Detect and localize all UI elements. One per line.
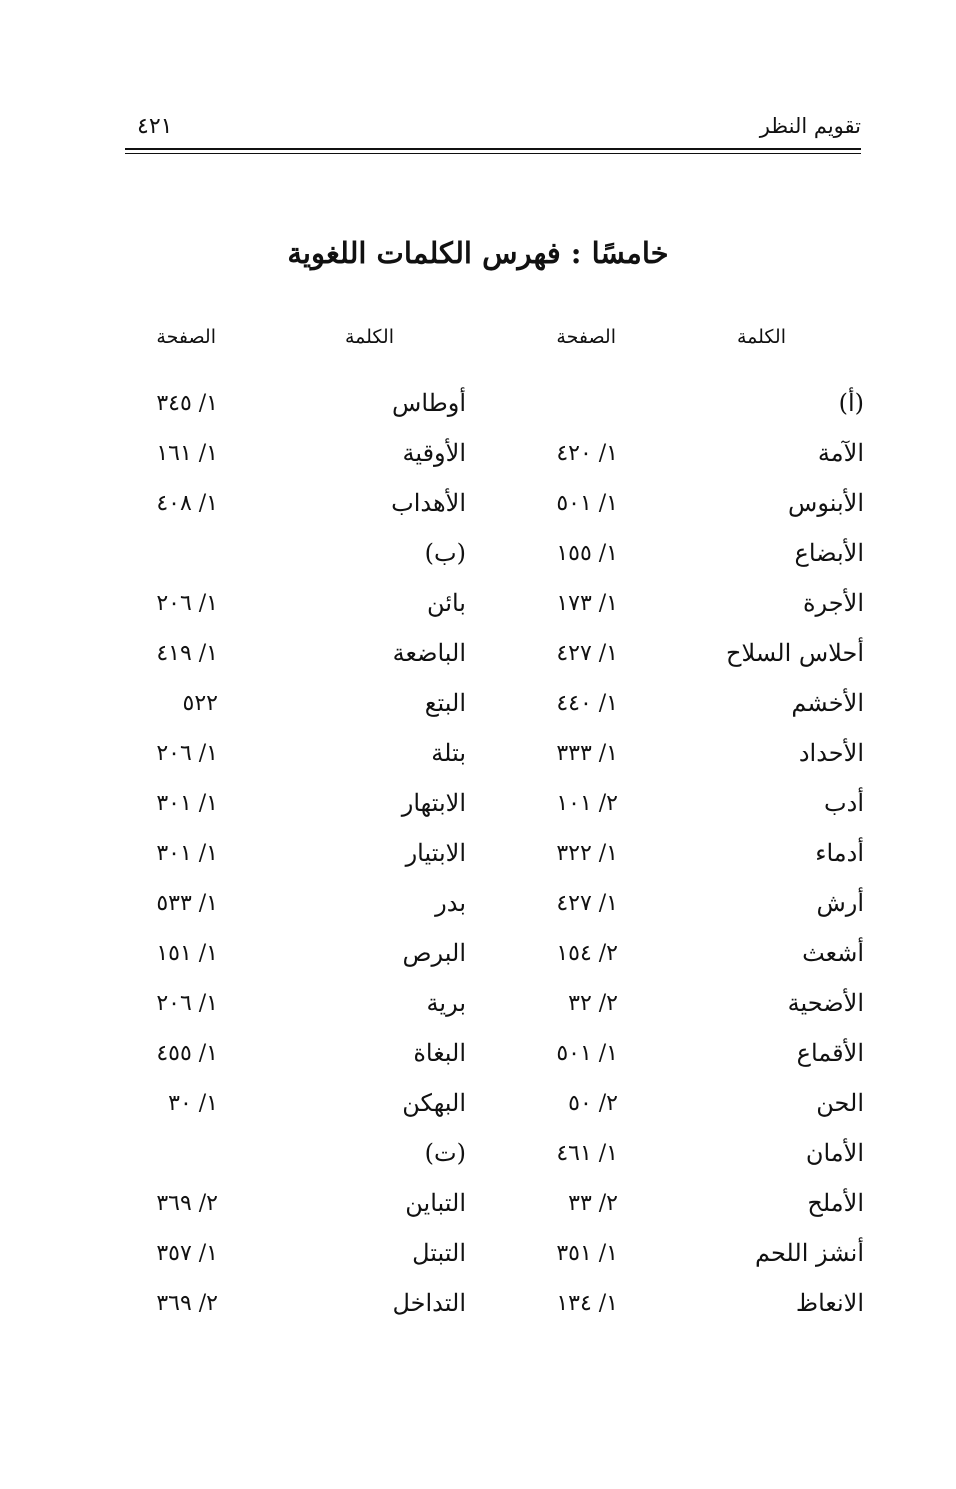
index-page: ١/ ٥٣٣ xyxy=(156,891,218,916)
index-word: التباين xyxy=(405,1189,466,1217)
index-page: ١/ ٤٤٠ xyxy=(556,691,618,716)
index-page: ٢/ ٥٠ xyxy=(568,1091,618,1116)
table-row xyxy=(0,1233,956,1283)
index-word: البتع xyxy=(424,689,466,717)
index-word: بدر xyxy=(435,889,466,917)
index-page: ٢/ ٣٦٩ xyxy=(156,1291,218,1316)
page-header xyxy=(125,108,861,152)
index-word: أشعث xyxy=(802,939,864,967)
index-word: الأجرة xyxy=(802,589,864,617)
index-word: البهكن xyxy=(402,1089,466,1117)
index-page: ٢/ ٣٣ xyxy=(568,1191,618,1216)
index-page: ١/ ٤٢٧ xyxy=(556,641,618,666)
index-word: الأملح xyxy=(807,1189,864,1217)
running-title: تقويم النظر xyxy=(759,114,861,138)
index-word: الانعاظ xyxy=(795,1289,864,1317)
column-header-word-1: الكلمة xyxy=(736,326,786,348)
index-word: الأبنوس xyxy=(788,489,864,517)
index-table xyxy=(0,383,956,1333)
index-word: أدماء xyxy=(815,839,864,867)
index-page: ١/ ٣٢٢ xyxy=(556,841,618,866)
index-page: ١/ ١٧٣ xyxy=(556,591,618,616)
table-row xyxy=(0,1283,956,1333)
index-page: ١/ ٤٥٥ xyxy=(156,1041,218,1066)
table-row xyxy=(0,1183,956,1233)
index-word: برية xyxy=(426,989,466,1017)
index-page: ١/ ٣٤٥ xyxy=(156,391,218,416)
column-header-word-2: الكلمة xyxy=(344,326,394,348)
index-page: ٥٢٢ xyxy=(182,691,218,716)
table-row xyxy=(0,1033,956,1083)
index-word: الأبضاع xyxy=(794,539,864,567)
index-word: الباضعة xyxy=(392,639,466,667)
table-row xyxy=(0,683,956,733)
table-row xyxy=(0,583,956,633)
table-row xyxy=(0,1133,956,1183)
index-word: (ت) xyxy=(424,1139,466,1167)
index-word: التبتل xyxy=(412,1239,466,1267)
table-row xyxy=(0,383,956,433)
header-rule-thin xyxy=(125,153,861,154)
index-page: ٢/ ٣٢ xyxy=(568,991,618,1016)
index-word: أنشز اللحم xyxy=(754,1239,864,1267)
index-word: الابتهار xyxy=(401,789,466,817)
table-row xyxy=(0,933,956,983)
page-number: ٤٢١ xyxy=(137,114,173,139)
index-page: ١/ ٢٠٦ xyxy=(156,991,218,1016)
index-page: ١/ ٤١٩ xyxy=(156,641,218,666)
index-page: ١/ ١٣٤ xyxy=(556,1291,618,1316)
index-word: الابتيار xyxy=(405,839,466,867)
index-page: ١/ ٣٥١ xyxy=(556,1241,618,1266)
index-word: الأهداب xyxy=(391,489,466,517)
index-word: أوطاس xyxy=(392,389,466,417)
table-row xyxy=(0,983,956,1033)
index-word: الآمة xyxy=(817,439,864,467)
index-word: (أ) xyxy=(838,389,864,417)
index-word: التداخل xyxy=(392,1289,466,1317)
section-title: خامسًا : فهرس الكلمات اللغوية xyxy=(287,236,669,270)
index-page: ٢/ ٣٦٩ xyxy=(156,1191,218,1216)
index-page: ١/ ١٥١ xyxy=(156,941,218,966)
index-word: أحلاس السلاح xyxy=(726,639,864,667)
index-word: بتلة xyxy=(431,739,466,767)
index-word: الأضحية xyxy=(787,989,864,1017)
index-word: الأحداد xyxy=(798,739,864,767)
table-row xyxy=(0,1083,956,1133)
index-page: ١/ ٢٠٦ xyxy=(156,591,218,616)
table-row xyxy=(0,533,956,583)
index-page: ١/ ٣٣٣ xyxy=(556,741,618,766)
index-word: الأقماع xyxy=(796,1039,864,1067)
table-row xyxy=(0,833,956,883)
table-row xyxy=(0,433,956,483)
index-page: ١/ ٣٠ xyxy=(168,1091,218,1116)
index-page: ١/ ٤٢٠ xyxy=(556,441,618,466)
index-word: البرص xyxy=(402,939,466,967)
table-row xyxy=(0,783,956,833)
index-word: البغاة xyxy=(413,1039,466,1067)
index-page: ١/ ٤٠٨ xyxy=(156,491,218,516)
table-row xyxy=(0,733,956,783)
index-word: الأوقية xyxy=(402,439,466,467)
index-page: ١/ ١٥٥ xyxy=(556,541,618,566)
index-word: الأخشم xyxy=(791,689,864,717)
index-word: أرش xyxy=(816,889,864,917)
column-header-page-2: الصفحة xyxy=(156,326,216,348)
index-word: الحن xyxy=(816,1089,864,1117)
index-page: ١/ ٣٥٧ xyxy=(156,1241,218,1266)
index-page: ١/ ٤٢٧ xyxy=(556,891,618,916)
table-row xyxy=(0,883,956,933)
index-page: ٢/ ١٥٤ xyxy=(556,941,618,966)
index-page: ٢/ ١٠١ xyxy=(556,791,618,816)
index-word: أدب xyxy=(824,789,864,817)
table-row xyxy=(0,633,956,683)
index-page: ١/ ٥٠١ xyxy=(556,1041,618,1066)
index-page: ١/ ١٦١ xyxy=(156,441,218,466)
index-page: ١/ ٥٠١ xyxy=(556,491,618,516)
index-word: بائن xyxy=(427,589,466,617)
index-page: ١/ ٢٠٦ xyxy=(156,741,218,766)
index-page: ١/ ٣٠١ xyxy=(156,841,218,866)
index-page: ١/ ٣٠١ xyxy=(156,791,218,816)
index-page: ١/ ٤٦١ xyxy=(556,1141,618,1166)
index-word: (ب) xyxy=(424,539,466,567)
header-rule-thick xyxy=(125,148,861,150)
table-row xyxy=(0,483,956,533)
column-header-page-1: الصفحة xyxy=(556,326,616,348)
index-word: الأمان xyxy=(805,1139,864,1167)
